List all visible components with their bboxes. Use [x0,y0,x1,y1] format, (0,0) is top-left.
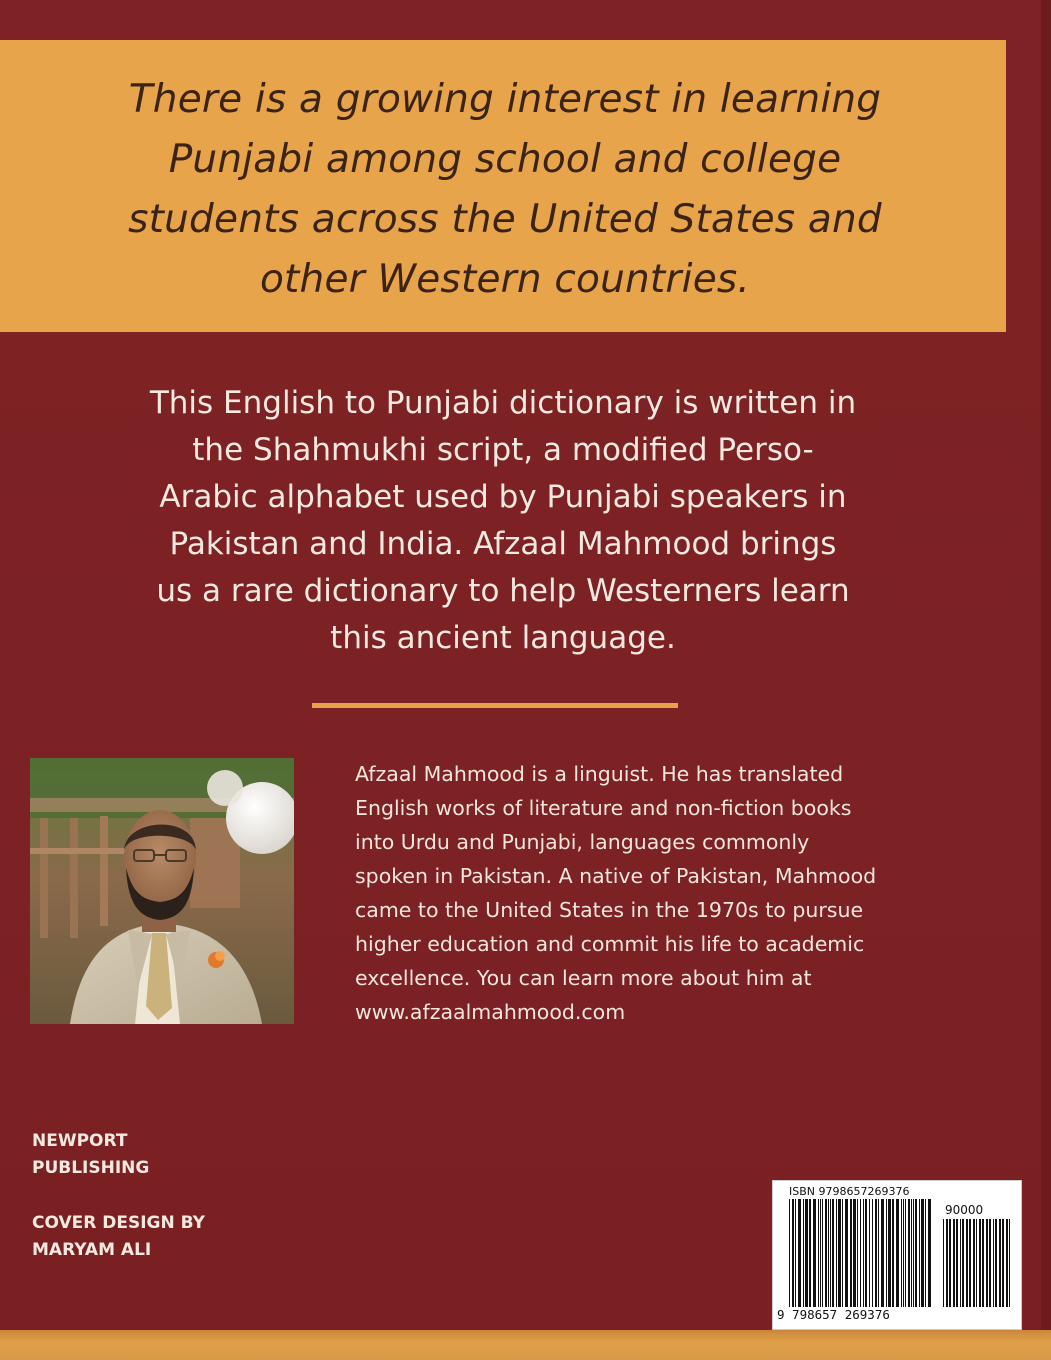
barcode-bar [798,1199,801,1307]
barcode-bar [989,1219,991,1307]
barcode-bar [995,1219,997,1307]
barcode-bar [860,1199,861,1307]
bottom-accent-strip [0,1330,1051,1360]
bio-line: excellence. You can learn more about him at [355,966,812,990]
barcode-bar [869,1199,870,1307]
barcode-bar [818,1199,819,1307]
barcode-bar [875,1199,877,1307]
pull-quote [40,70,970,310]
barcode-bar [853,1199,856,1307]
barcode-bar [789,1199,790,1307]
quote-line: There is a growing interest in learning [128,77,882,122]
author-portrait-photo [30,758,294,1024]
barcode-bar [953,1219,955,1307]
barcode-bar [845,1199,848,1307]
barcode-bar [919,1199,920,1307]
barcode-bar [888,1199,891,1307]
section-divider [312,703,678,708]
barcode-bar [969,1219,971,1307]
bio-line: higher education and commit his life to academic [355,932,865,956]
credit-line: COVER DESIGN BY [32,1213,205,1233]
bio-line: English works of literature and non-fiction books [355,796,852,820]
barcode-bar [892,1199,894,1307]
quote-line: students across the United States and [128,197,882,242]
barcode-bar [986,1219,988,1307]
description-line: Pakistan and India. Afzaal Mahmood brings [169,526,837,562]
publisher-line: PUBLISHING [32,1158,150,1178]
barcode-bar [966,1219,968,1307]
description-line: Arabic alphabet used by Punjabi speakers in [159,479,847,515]
barcode-bar [878,1199,879,1307]
quote-line: Punjabi among school and college [168,137,842,182]
description-line: us a rare dictionary to help Westerners learn [156,573,850,609]
barcode-bar [949,1219,951,1307]
barcode-bar [850,1199,852,1307]
barcode-bar [813,1199,816,1307]
barcode-bar [842,1199,843,1307]
barcode-bar [979,1219,981,1307]
barcode-bar [976,1219,977,1307]
cover-edge [1041,0,1051,1360]
bio-line: Afzaal Mahmood is a linguist. He has translated [355,762,844,786]
barcode-bar [1002,1219,1004,1307]
barcode-bar [946,1219,948,1307]
barcode-bar [896,1199,899,1307]
barcode-bar [993,1219,994,1307]
barcode-bar [1009,1219,1010,1307]
barcode-bar [838,1199,841,1307]
barcode-bar [943,1219,944,1307]
book-description [70,380,936,662]
barcode-bar [886,1199,887,1307]
barcode-bar [982,1219,984,1307]
quote-line: other Western countries. [259,257,750,302]
publisher-line: NEWPORT [32,1131,128,1151]
barcode-bar [905,1199,906,1307]
barcode-bar [911,1199,912,1307]
barcode-bar [865,1199,867,1307]
barcode-bar [956,1219,958,1307]
bio-line: spoken in Pakistan. A native of Pakistan, Mahmood [355,864,877,888]
barcode-bar [881,1199,884,1307]
author-bio [355,757,995,1029]
description-line: This English to Punjabi dictionary is written in [149,385,857,421]
barcode-bar [863,1199,864,1307]
barcode-bar [832,1199,834,1307]
barcode-bar [921,1199,924,1307]
cover-design-credit [32,1210,205,1264]
barcode-bar [822,1199,823,1307]
author-website: www.afzaalmahmood.com [355,1000,626,1024]
barcode-bar [973,1219,975,1307]
publisher-name [32,1128,149,1182]
price-code: 90000 [945,1203,984,1217]
barcode-bar [872,1199,873,1307]
barcode-bar [825,1199,827,1307]
bio-line: into Urdu and Punjabi, languages commonly [355,830,810,854]
isbn-barcode [772,1180,1022,1330]
quote-banner [0,40,1006,332]
barcode-bar [925,1199,926,1307]
description-line: this ancient language. [330,620,676,656]
barcode-bar [820,1199,821,1307]
barcode-bar [901,1199,902,1307]
barcode-digits: 9 798657 269376 [777,1307,890,1322]
barcode-bar [792,1199,794,1307]
barcode-bar [908,1199,910,1307]
barcode-bar [999,1219,1001,1307]
barcode-bar [805,1199,808,1307]
barcode-bar [960,1219,961,1307]
isbn-label: ISBN 9798657269376 [789,1185,910,1198]
barcode-bar [809,1199,811,1307]
description-line: the Shahmukhi script, a modified Perso- [192,432,814,468]
barcode-bar [915,1199,917,1307]
barcode-bar [928,1199,931,1307]
barcode-bar [828,1199,829,1307]
barcode-bar [857,1199,858,1307]
bio-line: came to the United States in the 1970s to pursue [355,898,864,922]
barcode-bar [913,1199,914,1307]
barcode-bar [962,1219,964,1307]
barcode-bar [1006,1219,1008,1307]
barcode-bar [803,1199,804,1307]
barcode-bar [836,1199,837,1307]
credit-line: MARYAM ALI [32,1240,152,1260]
barcode-bar [795,1199,796,1307]
barcode-bar [903,1199,904,1307]
barcode-bar [830,1199,831,1307]
